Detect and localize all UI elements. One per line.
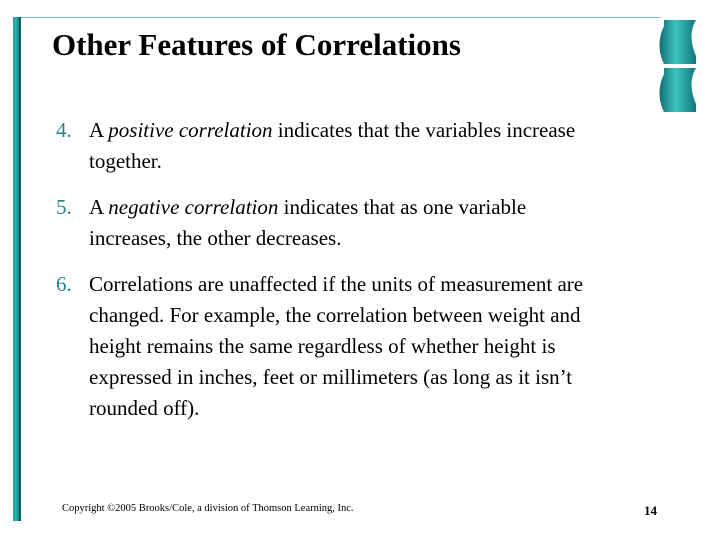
item-text: A positive correlation indicates that the variables increase together. bbox=[89, 118, 576, 173]
left-accent-bar-shadow bbox=[19, 17, 21, 521]
teal-wave-ribbon-icon bbox=[654, 16, 702, 116]
list-item-6 bbox=[56, 269, 596, 424]
item-text: A negative correlation indicates that as one variable increases, the other decreases. bbox=[89, 195, 527, 250]
item-number: 4. bbox=[56, 118, 72, 142]
item-text: Correlations are unaffected if the units of measurement are changed. For example, the correlation between weight and height remains the same regardless of whether height is expressed in inches, feet or millimeters (as long as it isn’t rounded off). bbox=[89, 272, 584, 420]
list-item-4 bbox=[56, 115, 596, 177]
item-number: 6. bbox=[56, 272, 72, 296]
list-item-5 bbox=[56, 192, 596, 254]
copyright-footer: Copyright ©2005 Brooks/Cole, a division of Thomson Learning, Inc. bbox=[62, 503, 354, 514]
top-rule bbox=[21, 17, 661, 18]
page-number: 14 bbox=[644, 503, 657, 518]
item-number: 5. bbox=[56, 195, 72, 219]
slide-title: Other Features of Correlations bbox=[52, 27, 461, 62]
